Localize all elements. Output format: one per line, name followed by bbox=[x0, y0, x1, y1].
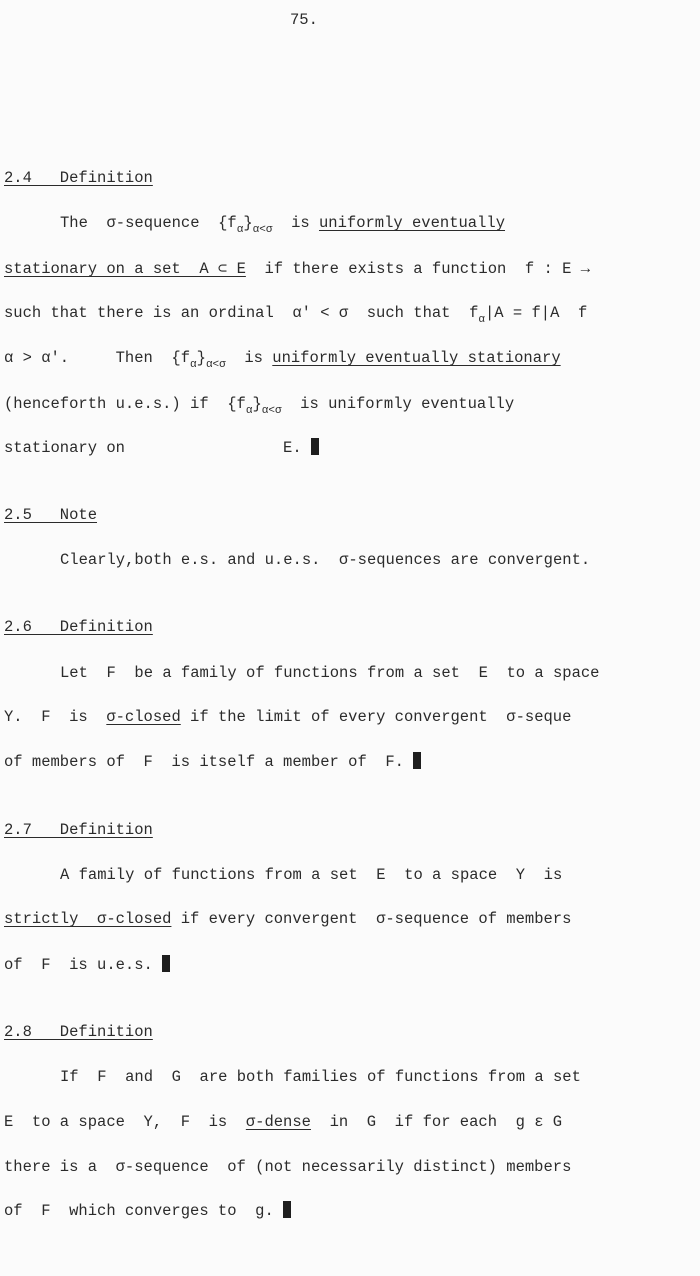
s24-line-2 bbox=[4, 259, 590, 279]
s27-line-2 bbox=[4, 909, 571, 929]
s27-line-3 bbox=[4, 955, 170, 975]
term-sigma-closed: σ-closed bbox=[106, 708, 181, 726]
subscript: α bbox=[236, 224, 244, 236]
end-of-proof-mark bbox=[311, 438, 319, 455]
s26-line-1: Let F be a family of functions from a set E to a space bbox=[60, 664, 600, 682]
text: E to a space Y, F is bbox=[4, 1113, 246, 1131]
section-2-6-heading: 2.6 Definition bbox=[4, 618, 153, 636]
page-number: 75. bbox=[290, 11, 318, 29]
term-sigma-dense: σ-dense bbox=[245, 1113, 311, 1131]
section-2-5-heading: 2.5 Note bbox=[4, 506, 98, 524]
text: of F is u.e.s. bbox=[4, 956, 163, 974]
term-strictly-sigma-closed: strictly σ-closed bbox=[4, 910, 172, 928]
text: (henceforth u.e.s.) if {f bbox=[4, 395, 246, 413]
s27-line-1: A family of functions from a set E to a space Y is bbox=[60, 866, 563, 884]
subscript: α bbox=[190, 359, 197, 371]
s28-line-3: there is a σ-sequence of (not necessarily distinct) members bbox=[4, 1158, 572, 1176]
text: if every convergent σ-sequence of members bbox=[171, 910, 572, 928]
s28-line-2 bbox=[4, 1112, 562, 1132]
section-2-8-heading: 2.8 Definition bbox=[4, 1023, 153, 1041]
end-of-proof-mark bbox=[413, 752, 421, 769]
term-uniformly-eventually: uniformly eventually bbox=[318, 214, 506, 232]
text: in G if for each g ε G bbox=[310, 1113, 563, 1131]
s24-line-5 bbox=[4, 394, 514, 416]
s26-line-2 bbox=[4, 707, 571, 727]
text: is bbox=[272, 214, 319, 232]
text: of F which converges to g. bbox=[4, 1202, 284, 1220]
s24-line-4 bbox=[4, 348, 561, 370]
text: α > α'. Then {f bbox=[4, 349, 191, 367]
text: if there exists a function f : E → bbox=[245, 260, 591, 278]
subscript: α<σ bbox=[205, 359, 226, 371]
term-stationary-on-set: stationary on a set A ⊂ E bbox=[4, 260, 246, 278]
text: is uniformly eventually bbox=[281, 395, 515, 413]
s24-line-1 bbox=[60, 213, 505, 235]
text: is bbox=[225, 349, 273, 367]
end-of-proof-mark bbox=[162, 955, 170, 972]
text: } bbox=[243, 214, 253, 232]
term-ues: uniformly eventually stationary bbox=[272, 349, 561, 367]
subscript: α<σ bbox=[252, 224, 273, 236]
text: such that there is an ordinal α' < σ such that f bbox=[4, 304, 479, 322]
subscript: α<σ bbox=[261, 405, 282, 417]
section-2-4-heading: 2.4 Definition bbox=[4, 169, 153, 187]
s28-line-4 bbox=[4, 1201, 291, 1221]
subscript: α bbox=[245, 405, 253, 417]
text: The σ-sequence {f bbox=[60, 214, 237, 232]
s26-line-3 bbox=[4, 752, 421, 772]
text: |A = f|A f bbox=[485, 304, 588, 322]
text: } bbox=[196, 349, 206, 367]
s25-line-1: Clearly,both e.s. and u.e.s. σ-sequences are convergent. bbox=[60, 551, 591, 569]
s24-line-6 bbox=[4, 438, 319, 458]
text: if the limit of every convergent σ-seque bbox=[180, 708, 572, 726]
s28-line-1: If F and G are both families of functions from a set bbox=[60, 1068, 581, 1086]
subscript: α bbox=[478, 314, 485, 326]
text: of members of F is itself a member of F. bbox=[4, 753, 414, 771]
text: Y. F is bbox=[4, 708, 107, 726]
section-2-7-heading: 2.7 Definition bbox=[4, 821, 153, 839]
text: stationary on E. bbox=[4, 439, 311, 457]
text: } bbox=[252, 395, 262, 413]
end-of-proof-mark bbox=[283, 1201, 291, 1218]
s24-line-3 bbox=[4, 303, 587, 325]
